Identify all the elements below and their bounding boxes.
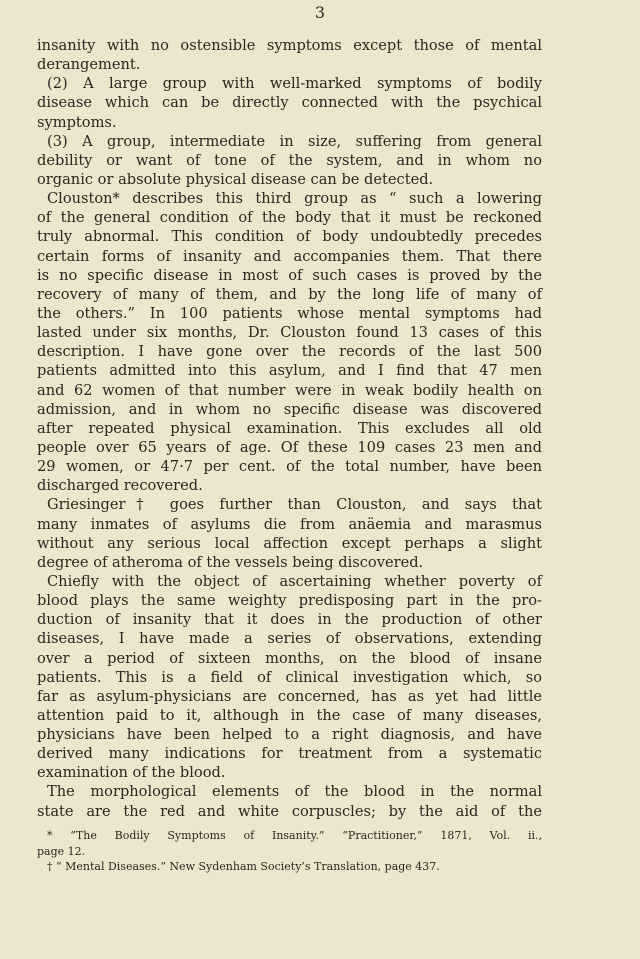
text-line: state are the red and white corpuscles; by the aid of the [37, 802, 542, 820]
text-line: far as asylum-physicians are concerned, has as yet had little [37, 687, 542, 705]
text-line: disease which can be directly connected with the psychical [37, 94, 542, 112]
text-line: without any serious local affection except perhaps a slight [37, 534, 542, 552]
text-line: The morphological elements of the blood in the normal [47, 783, 542, 801]
text-line: diseases, I have made a series of observations, extending [37, 630, 542, 648]
text-line: degree of atheroma of the vessels being discovered. [37, 553, 424, 571]
text-line: admission, and in whom no specific disease was discovered [37, 400, 542, 418]
text-line: Chiefly with the object of ascertaining whether poverty of [47, 572, 542, 590]
text-line: 29 women, or 47·7 per cent. of the total number, have been [37, 458, 542, 476]
text-line: organic or absolute physical disease can be detected. [37, 170, 434, 188]
text-line: patients admitted into this asylum, and I find that 47 men [37, 362, 542, 380]
footnote-line: † “ Mental Diseases.” New Sydenham Society’s Translation, page 437. [47, 860, 440, 873]
text-line: Clouston* describes this third group as “ such a lowering [47, 190, 542, 208]
text-line: recovery of many of them, and by the long life of many of [37, 285, 542, 303]
footnote-line: * “The Bodily Symptoms of Insanity.” “Practitioner,” 1871, Vol. ii., [47, 829, 542, 842]
footnotes [37, 828, 542, 875]
text-line: and 62 women of that number were in weak bodily health on [37, 381, 542, 399]
text-line: duction of insanity that it does in the production of other [37, 611, 542, 629]
text-line: people over 65 years of age. Of these 109 cases 23 men and [37, 438, 542, 456]
text-line: certain forms of insanity and accompanies them. That there [37, 247, 542, 265]
text-line: derived many indications for treatment from a systematic [37, 745, 542, 763]
text-line: physicians have been helped to a right diagnosis, and have [37, 726, 542, 744]
text-line: derangement. [37, 56, 141, 74]
text-line: many inmates of asylums die from anäemia and marasmus [37, 515, 542, 533]
text-line: (2) A large group with well-marked symptoms of bodily [47, 75, 542, 93]
text-line: Griesinger† goes further than Clouston, and says that [47, 496, 542, 514]
text-line: truly abnormal. This condition of body undoubtedly precedes [37, 228, 542, 246]
text-line: is no specific disease in most of such cases is proved by the [37, 266, 542, 284]
text-line: discharged recovered. [37, 477, 203, 495]
text-line: blood plays the same weighty predisposing part in the pro- [37, 592, 542, 610]
text-line: attention paid to it, although in the case of many diseases, [37, 706, 542, 724]
text-line: after repeated physical examination. This excludes all old [37, 419, 542, 437]
text-line: the others.” In 100 patients whose mental symptoms had [37, 304, 542, 322]
text-line: description. I have gone over the records of the last 500 [37, 343, 542, 361]
text-line: over a period of sixteen months, on the blood of insane [37, 649, 542, 667]
footnote-line: page 12. [37, 844, 86, 858]
text-line: patients. This is a field of clinical investigation which, so [37, 668, 542, 686]
text-line: insanity with no ostensible symptoms except those of mental [37, 37, 542, 54]
text-line: symptoms. [37, 113, 117, 131]
text-line: lasted under six months, Dr. Clouston found 13 cases of this [37, 324, 542, 342]
text-line: (3) A group, intermediate in size, suffering from general [47, 132, 542, 150]
text-line: debility or want of tone of the system, and in whom no [37, 151, 542, 169]
page-number: 3 [314, 3, 326, 22]
text-line: examination of the blood. [37, 764, 226, 782]
text-line: of the general condition of the body that it must be reckoned [37, 209, 542, 227]
body-text [37, 36, 542, 821]
